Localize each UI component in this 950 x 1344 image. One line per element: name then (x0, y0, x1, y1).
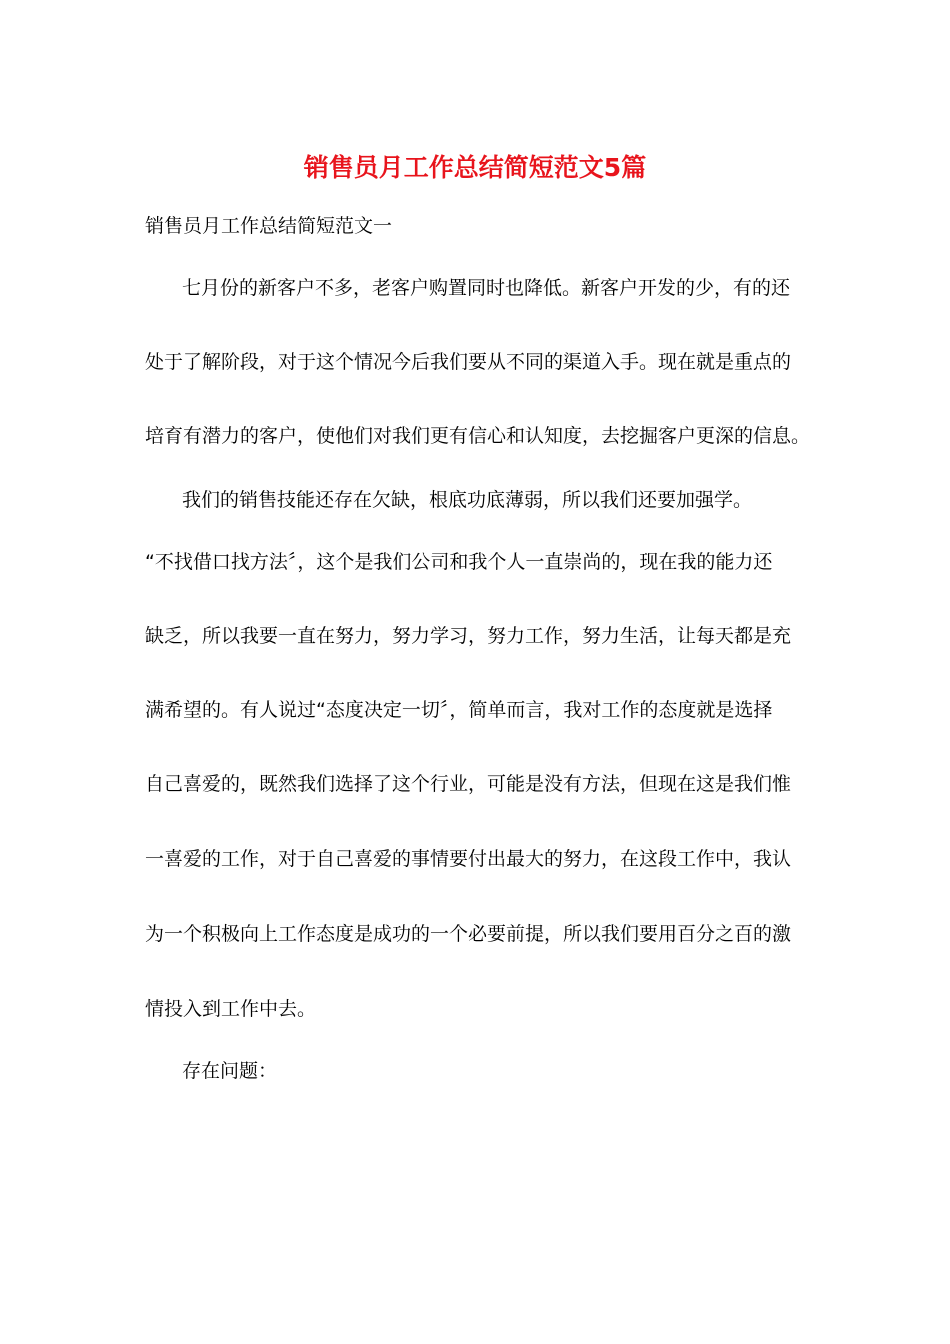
document-title: 销售员月工作总结简短范文5篇 (303, 153, 647, 182)
paragraph-line: 满希望的。有人说过“态度决定一切〞，简单而言，我对工作的态度就是选择 (145, 699, 773, 721)
paragraph-line: 培育有潜力的客户，使他们对我们更有信心和认知度，去挖掘客户更深的信息。 (145, 425, 811, 447)
paragraph-line: “不找借口找方法〞，这个是我们公司和我个人一直崇尚的，现在我的能力还 (145, 551, 773, 573)
paragraph-line: 缺乏，所以我要一直在努力，努力学习，努力工作，努力生活，让每天都是充 (145, 625, 792, 647)
paragraph-line: 为一个积极向上工作态度是成功的一个必要前提，所以我们要用百分之百的激 (145, 923, 792, 945)
paragraph-line: 七月份的新客户不多，老客户购置同时也降低。新客户开发的少，有的还 (182, 277, 791, 299)
paragraph-line: 存在问题： (182, 1060, 278, 1082)
section-heading: 销售员月工作总结简短范文一 (145, 215, 393, 237)
paragraph-line: 处于了解阶段，对于这个情况今后我们要从不同的渠道入手。现在就是重点的 (145, 351, 792, 373)
paragraph-line: 我们的销售技能还存在欠缺，根底功底薄弱，所以我们还要加强学。 (182, 489, 753, 511)
paragraph-line: 情投入到工作中去。 (145, 998, 317, 1020)
paragraph-line: 自己喜爱的，既然我们选择了这个行业，可能是没有方法，但现在这是我们惟 (145, 773, 792, 795)
paragraph-line: 一喜爱的工作，对于自己喜爱的事情要付出最大的努力，在这段工作中，我认 (145, 848, 792, 870)
